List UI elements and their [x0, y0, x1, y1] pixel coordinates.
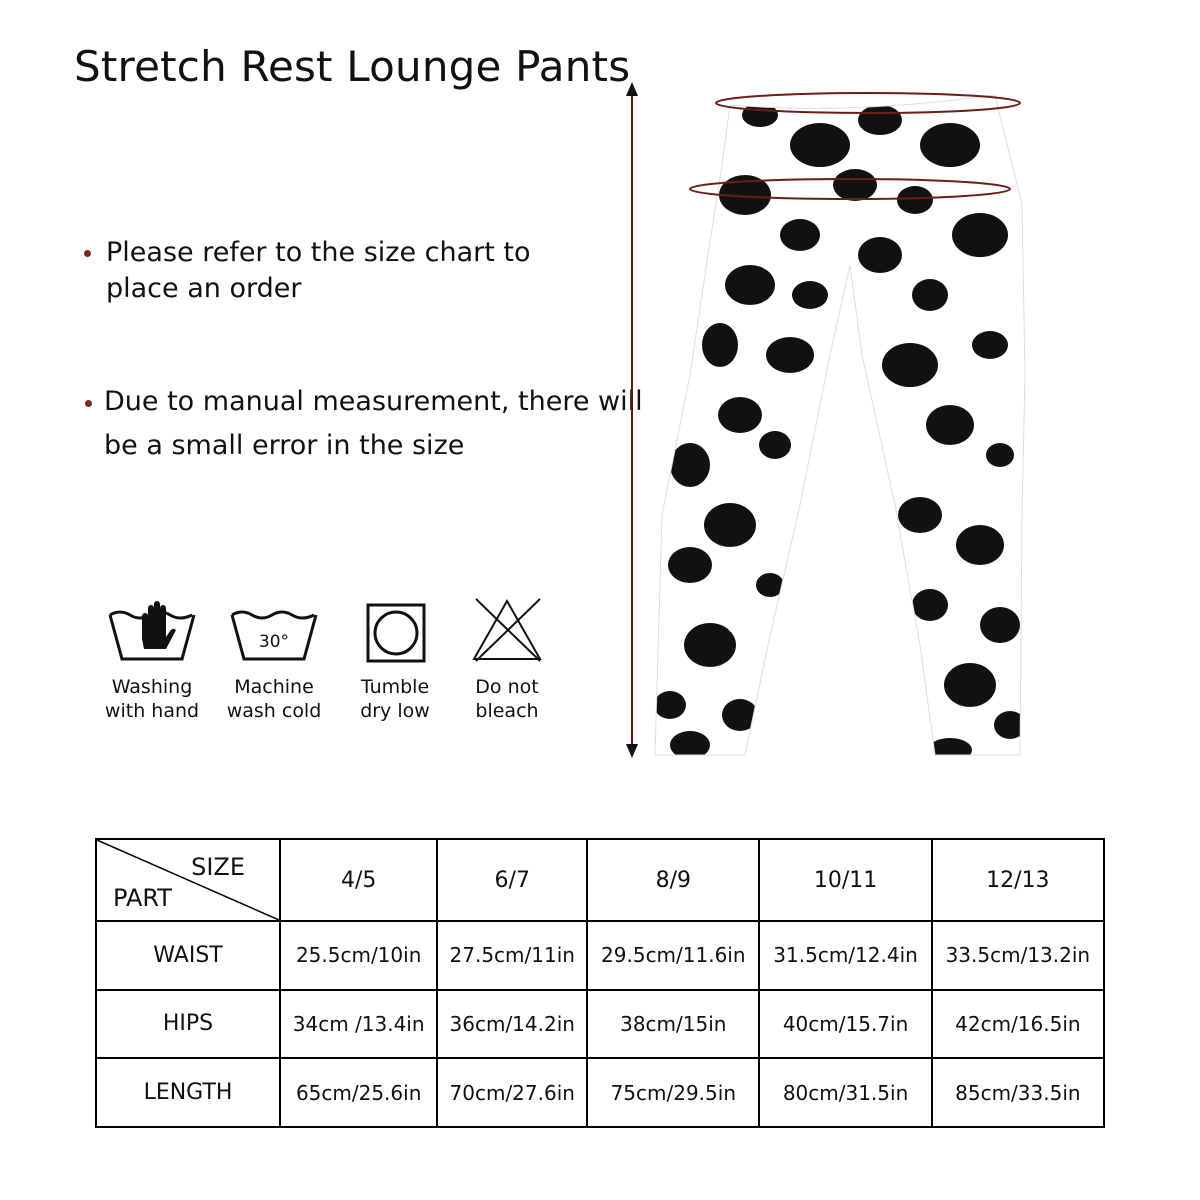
corner-part-label: PART — [113, 884, 172, 912]
size-header-cell: 6/7 — [437, 839, 587, 921]
care-label: Do not bleach — [475, 676, 539, 722]
table-cell: 65cm/25.6in — [280, 1058, 437, 1127]
bullet-text: Due to manual measurement, there will be a small error in the size — [104, 386, 643, 461]
bullet-size-chart — [106, 235, 546, 307]
care-tumble-dry — [340, 595, 450, 723]
table-cell: 80cm/31.5in — [759, 1058, 931, 1127]
row-label: HIPS — [96, 990, 280, 1059]
care-machine-wash — [219, 595, 329, 723]
care-no-bleach — [452, 595, 562, 723]
size-header-cell: 10/11 — [759, 839, 931, 921]
table-cell: 36cm/14.2in — [437, 990, 587, 1059]
bullet-measurement-error — [104, 380, 644, 468]
care-label: Machine wash cold — [226, 676, 322, 722]
pants-illustration — [650, 85, 1040, 775]
size-header-cell: 4/5 — [280, 839, 437, 921]
length-measurement-arrow — [620, 80, 644, 760]
table-cell: 29.5cm/11.6in — [587, 921, 759, 990]
table-cell: 27.5cm/11in — [437, 921, 587, 990]
size-chart-table — [95, 838, 1105, 1128]
hand-wash-icon — [102, 595, 202, 665]
row-label: LENGTH — [96, 1058, 280, 1127]
bullet-dot — [84, 250, 91, 257]
table-row — [96, 990, 1104, 1059]
table-cell: 75cm/29.5in — [587, 1058, 759, 1127]
table-corner-cell — [96, 839, 280, 921]
bullet-dot — [85, 400, 92, 407]
size-header-cell: 12/13 — [932, 839, 1104, 921]
care-hand-wash — [97, 595, 207, 723]
row-label: WAIST — [96, 921, 280, 990]
corner-size-label: SIZE — [191, 853, 245, 881]
table-cell: 38cm/15in — [587, 990, 759, 1059]
table-cell: 33.5cm/13.2in — [932, 921, 1104, 990]
tumble-dry-low-icon — [345, 595, 445, 665]
table-cell: 40cm/15.7in — [759, 990, 931, 1059]
table-row — [96, 1058, 1104, 1127]
table-cell: 70cm/27.6in — [437, 1058, 587, 1127]
table-cell: 34cm /13.4in — [280, 990, 437, 1059]
bullet-text: Please refer to the size chart to place an order — [106, 237, 531, 304]
table-cell: 25.5cm/10in — [280, 921, 437, 990]
table-cell: 42cm/16.5in — [932, 990, 1104, 1059]
temperature-badge: 30° — [258, 632, 290, 652]
care-label: Washing with hand — [104, 676, 200, 722]
product-title: Stretch Rest Lounge Pants — [74, 42, 631, 91]
table-cell: 31.5cm/12.4in — [759, 921, 931, 990]
machine-wash-cold-icon — [224, 595, 324, 665]
table-row — [96, 921, 1104, 990]
size-header-cell: 8/9 — [587, 839, 759, 921]
care-label: Tumble dry low — [360, 676, 430, 722]
table-header-row — [96, 839, 1104, 921]
table-cell: 85cm/33.5in — [932, 1058, 1104, 1127]
do-not-bleach-icon — [452, 595, 562, 665]
